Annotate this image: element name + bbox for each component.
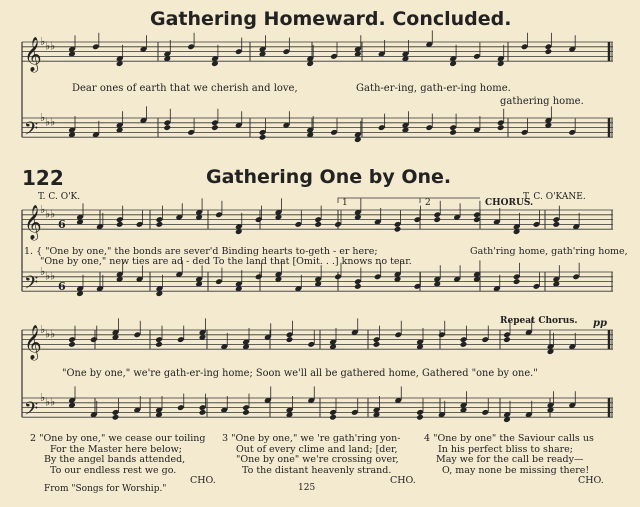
note-head	[68, 341, 76, 348]
stanza-number: 4	[424, 433, 431, 444]
treble-clef: 𝄞	[24, 205, 42, 240]
cho-label: CHO.	[578, 475, 604, 486]
note-head	[503, 336, 511, 343]
flat-sign: ♭	[40, 322, 46, 336]
flat-sign: ♭	[50, 207, 56, 221]
footer-source: From "Songs for Worship."	[44, 484, 167, 494]
stanza-line: "One by one," we cease our toiling	[39, 433, 206, 444]
page-number: 125	[298, 483, 316, 493]
stanza-line: To our endless rest we go.	[50, 464, 177, 476]
bass-clef: 𝄢	[24, 399, 39, 424]
treble-clef: 𝄞	[24, 325, 42, 360]
hymn-b-title: Gathering One by One.	[206, 166, 452, 188]
flat-sign: ♭	[45, 115, 51, 129]
composer-right: T. C. O'KANE.	[523, 192, 586, 202]
line2-words: "One by one," we're gath-er-ing home; Soon we'll all be gathered home, Gathered "one by one."	[62, 368, 538, 379]
note-head	[242, 409, 250, 416]
flat-sign: ♭	[50, 39, 56, 53]
note-head	[354, 283, 362, 290]
volta-bracket	[420, 198, 480, 203]
stanza-line: For the Master here below;	[50, 443, 182, 455]
hymn-a-lyrics: Dear ones of earth that we cherish and love,	[72, 83, 298, 94]
note-head	[373, 341, 381, 348]
flat-sign: ♭	[45, 395, 51, 409]
hymn-a-lyrics-3: gathering home.	[500, 96, 584, 107]
note-head	[460, 341, 468, 348]
bass-clef: 𝄢	[24, 273, 39, 298]
note-head	[449, 129, 457, 136]
note-head	[199, 409, 207, 416]
verse-1a: 1. { "One by one," the bonds are sever'd Binding hearts to-geth - er here;	[24, 246, 378, 257]
note-head	[433, 216, 441, 223]
stanza-line: "One by one" the Saviour calls us	[433, 433, 594, 444]
note-head	[416, 414, 424, 421]
flat-sign: ♭	[40, 202, 46, 216]
note-head	[155, 341, 163, 348]
note-head	[394, 226, 402, 233]
dynamic-pp: pp	[593, 318, 607, 329]
note-head	[497, 124, 505, 131]
flat-sign: ♭	[45, 269, 51, 283]
flat-sign: ♭	[45, 207, 51, 221]
stanza-line: O, may none be missing there!	[442, 464, 590, 476]
stanza-line: In his perfect bliss to share;	[438, 443, 573, 455]
note-head	[112, 414, 120, 421]
flat-sign: ♭	[40, 264, 46, 278]
flat-sign: ♭	[40, 110, 46, 124]
ending-1: 1	[342, 198, 348, 208]
stanza-line: Out of every clime and land; [der,	[236, 443, 398, 455]
volta-bracket	[338, 198, 420, 203]
note-head	[329, 414, 337, 421]
cho-label: CHO.	[390, 475, 416, 486]
stanza-line: May we for the call be ready—	[436, 454, 584, 465]
note-head	[314, 221, 322, 228]
repeat-chorus-label: Repeat Chorus.	[500, 316, 578, 326]
note-head	[116, 221, 124, 228]
verse-1b: "One by one," new ties are ad - ded To the land that [Omit. . .] knows no tear.	[40, 256, 412, 267]
note-head	[211, 124, 219, 131]
note-head	[545, 48, 553, 55]
hymn-a-title: Gathering Homeward. Concluded.	[150, 8, 512, 30]
flat-sign: ♭	[45, 327, 51, 341]
hymn-number: 122	[22, 166, 64, 190]
note-head	[259, 134, 267, 141]
note-head	[552, 221, 560, 228]
flat-sign: ♭	[50, 115, 56, 129]
chorus-words: Gath'ring home, gath'ring home,	[470, 246, 628, 257]
stanza-line: By the angel bands attended,	[44, 454, 186, 465]
time-signature: 6	[58, 218, 66, 231]
note-head	[513, 278, 521, 285]
stanza-line: To the distant heavenly strand.	[242, 464, 392, 476]
composer-left: T. C. O'K.	[38, 192, 81, 202]
flat-sign: ♭	[40, 390, 46, 404]
note-head	[163, 124, 171, 131]
bass-clef: 𝄢	[24, 119, 39, 144]
hymn-a-lyrics-2: Gath-er-ing, gath-er-ing home.	[356, 83, 511, 94]
stanza-number: 2	[30, 433, 37, 444]
flat-sign: ♭	[50, 269, 56, 283]
note-head	[156, 221, 164, 228]
ending-2: 2	[425, 198, 431, 208]
stanza-line: "One by one," we 're gath'ring yon-	[231, 433, 401, 444]
cho-label: CHO.	[190, 475, 216, 486]
chorus-label: CHORUS.	[485, 198, 534, 208]
flat-sign: ♭	[50, 327, 56, 341]
note-head	[286, 336, 294, 343]
flat-sign: ♭	[45, 39, 51, 53]
stanza-line: "One by one" we're crossing over,	[236, 454, 399, 465]
stanza-number: 3	[222, 433, 229, 444]
flat-sign: ♭	[50, 395, 56, 409]
time-signature: 6	[58, 280, 66, 293]
flat-sign: ♭	[40, 34, 46, 48]
treble-clef: 𝄞	[24, 37, 42, 72]
